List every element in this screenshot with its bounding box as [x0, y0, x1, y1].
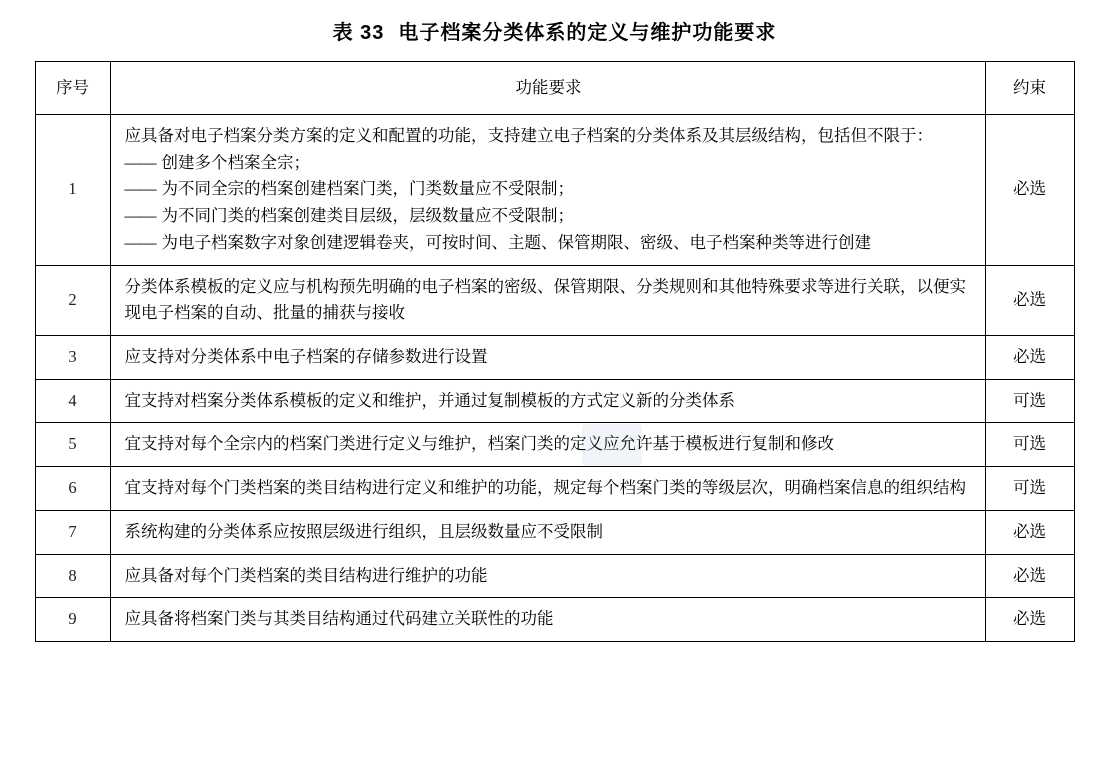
- row-constraint-value: 可选: [985, 379, 1074, 423]
- row-requirement-text: [110, 115, 985, 266]
- requirement-line: 宜支持对档案分类体系模板的定义和维护，并通过复制模板的方式定义新的分类体系: [124, 390, 735, 410]
- requirements-table: [35, 61, 1075, 642]
- row-sequence-number: 9: [35, 598, 110, 642]
- table-header: [35, 62, 1074, 115]
- requirement-bullet-line: —— 创建多个档案全宗；: [124, 152, 310, 172]
- table-header-row: [35, 62, 1074, 115]
- row-constraint-value: 必选: [985, 598, 1074, 642]
- table-row: [35, 423, 1074, 467]
- table-title-text: 电子档案分类体系的定义与维护功能要求: [398, 22, 777, 44]
- requirement-line: 系统构建的分类体系应按照层级进行组织，且层级数量应不受限制: [124, 521, 603, 541]
- requirement-line: 宜支持对每个全宗内的档案门类进行定义与维护，档案门类的定义应允许基于模板进行复制和修改: [124, 434, 834, 454]
- column-header-constraint: 约束: [985, 62, 1074, 115]
- requirement-line: 宜支持对每个门类档案的类目结构进行定义和维护的功能，规定每个档案门类的等级层次，明确档案信息的组织结构: [124, 478, 966, 498]
- em-dash-marker: ——: [124, 152, 156, 172]
- row-requirement-text: [110, 265, 985, 335]
- page-title: [0, 0, 1109, 61]
- requirement-bullet-line: —— 为电子档案数字对象创建逻辑卷夹，可按时间、主题、保管期限、密级、电子档案种类等进行创建: [124, 232, 871, 252]
- row-constraint-value: 必选: [985, 336, 1074, 380]
- table-number: 表 33: [332, 22, 385, 44]
- column-header-seq: 序号: [35, 62, 110, 115]
- row-requirement-text: [110, 379, 985, 423]
- row-constraint-value: 必选: [985, 554, 1074, 598]
- row-sequence-number: 1: [35, 115, 110, 266]
- requirement-bullet-line: —— 为不同门类的档案创建类目层级，层级数量应不受限制；: [124, 206, 574, 226]
- table-row: [35, 598, 1074, 642]
- row-sequence-number: 3: [35, 336, 110, 380]
- row-requirement-text: [110, 423, 985, 467]
- row-sequence-number: 5: [35, 423, 110, 467]
- requirement-line: 应具备对电子档案分类方案的定义和配置的功能，支持建立电子档案的分类体系及其层级结构，包括但不限于：: [124, 126, 933, 145]
- table-row: [35, 336, 1074, 380]
- row-requirement-text: [110, 510, 985, 554]
- table-row: [35, 554, 1074, 598]
- requirement-line: 应具备将档案门类与其类目结构通过代码建立关联性的功能: [124, 609, 554, 629]
- em-dash-marker: ——: [124, 179, 156, 199]
- row-constraint-value: 必选: [985, 510, 1074, 554]
- requirement-line: 应支持对分类体系中电子档案的存储参数进行设置: [124, 347, 488, 367]
- row-constraint-value: 必选: [985, 265, 1074, 335]
- requirement-line: 分类体系模板的定义应与机构预先明确的电子档案的密级、保管期限、分类规则和其他特殊要求等进行关联，以便实现电子档案的自动、批量的捕获与接收: [124, 276, 966, 323]
- table-row: [35, 115, 1074, 266]
- table-row: [35, 265, 1074, 335]
- table-body: [35, 115, 1074, 642]
- em-dash-marker: ——: [124, 232, 156, 252]
- row-sequence-number: 4: [35, 379, 110, 423]
- table-row: [35, 510, 1074, 554]
- table-row: [35, 467, 1074, 511]
- row-requirement-text: [110, 598, 985, 642]
- row-sequence-number: 7: [35, 510, 110, 554]
- row-requirement-text: [110, 554, 985, 598]
- requirement-line: 应具备对每个门类档案的类目结构进行维护的功能: [124, 565, 488, 585]
- row-sequence-number: 8: [35, 554, 110, 598]
- table-row: [35, 379, 1074, 423]
- column-header-requirement: 功能要求: [110, 62, 985, 115]
- row-requirement-text: [110, 336, 985, 380]
- requirement-bullet-line: —— 为不同全宗的档案创建档案门类，门类数量应不受限制；: [124, 179, 574, 199]
- em-dash-marker: ——: [124, 206, 156, 226]
- row-sequence-number: 2: [35, 265, 110, 335]
- row-constraint-value: 必选: [985, 115, 1074, 266]
- row-sequence-number: 6: [35, 467, 110, 511]
- row-constraint-value: 可选: [985, 423, 1074, 467]
- row-requirement-text: [110, 467, 985, 511]
- row-constraint-value: 可选: [985, 467, 1074, 511]
